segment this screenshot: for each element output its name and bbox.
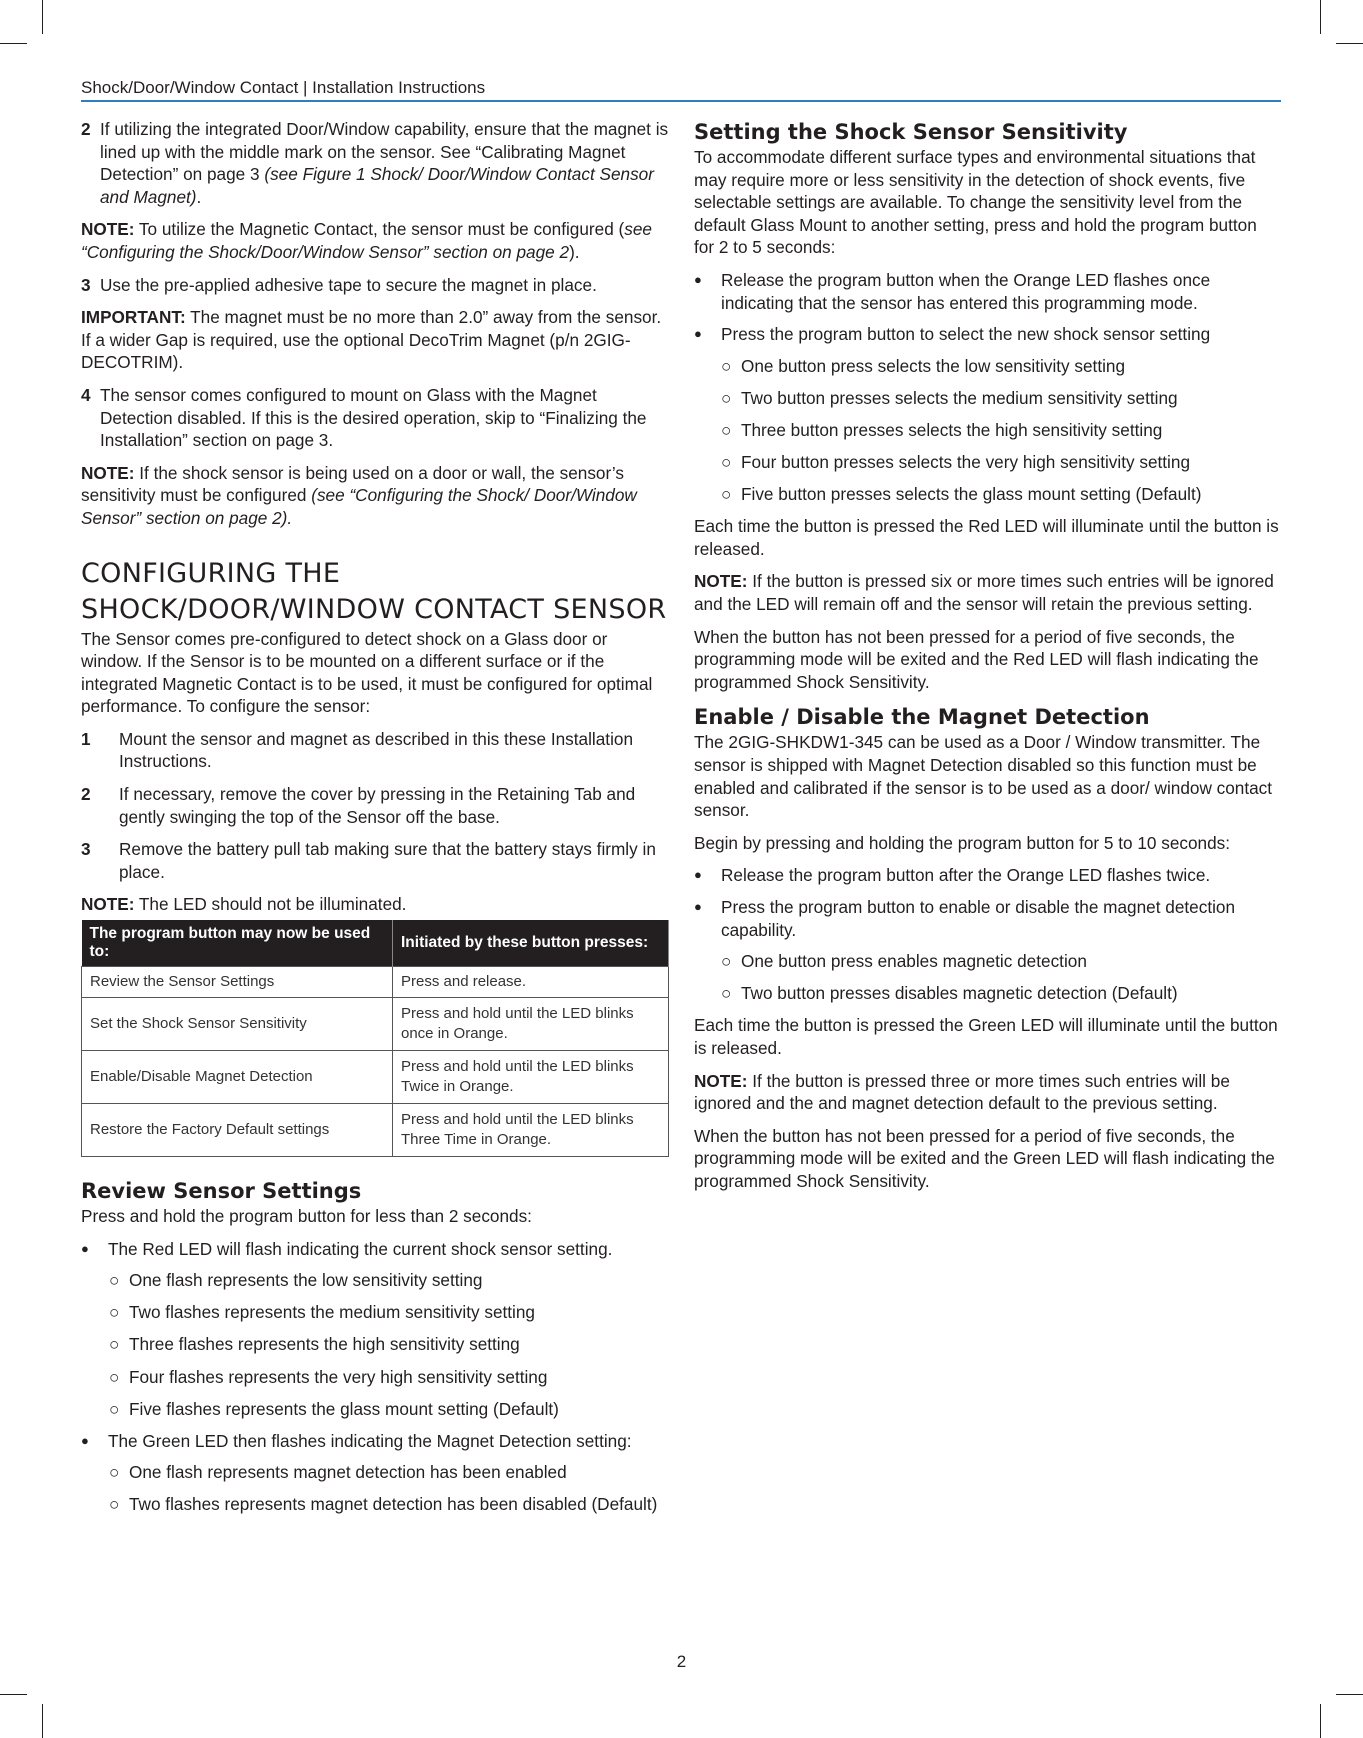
step-text: If utilizing the integrated Door/Window capability, ensure that the magnet is lined up with the middle mark on the sensor. See “Calibrating Magnet Detection” on page 3 (100, 119, 669, 185)
list-item-text: One button press selects the low sensitivity setting (741, 355, 1126, 376)
list-item-text: Four button presses selects the very high sensitivity setting (741, 452, 1190, 473)
list-item-text: Release the program button after the Orange LED flashes twice. (721, 865, 1211, 886)
table-cell: Set the Shock Sensor Sensitivity (82, 998, 393, 1051)
table-header-cell: The program button may now be used to: (82, 920, 393, 967)
step-2 (81, 118, 669, 208)
shock-paragraph: Each time the button is pressed the Red LED will illuminate until the button is released. (694, 516, 1279, 559)
step-4 (81, 384, 669, 452)
sub-list-item (109, 1461, 669, 1484)
bullet-icon: ● (694, 326, 702, 342)
table-cell: Enable/Disable Magnet Detection (82, 1051, 393, 1104)
list-item-text: Three flashes represents the high sensitivity setting (129, 1334, 520, 1355)
shock-intro: To accommodate different surface types and environmental situations that may require more or less sensitivity in the detection of shock events, five selectable settings are available. To change the sensitivity level from the default Glass Mount to another setting, press and hold the program button for 2 to 5 seconds: (694, 147, 1257, 258)
list-item-text: Two flashes represents magnet detection has been disabled (Default) (129, 1494, 658, 1515)
note-text: If the button is pressed six or more times such entries will be ignored and the LED will remain off and the sensor will retain the previous setting. (694, 571, 1274, 614)
list-item-text: One flash represents the low sensitivity setting (129, 1270, 483, 1291)
important-note (81, 306, 669, 374)
note-led (81, 893, 669, 916)
right-column (694, 118, 1281, 1202)
note-label: NOTE: (81, 219, 135, 240)
step-reference: (see Figure 1 Shock/ Door/Window Contact Sensor and Magnet) (100, 164, 654, 207)
circle-bullet-icon: ○ (109, 1366, 120, 1387)
step-number: 1 (81, 728, 91, 749)
circle-bullet-icon: ○ (109, 1462, 120, 1483)
page-number: 2 (676, 1652, 687, 1671)
table-cell: Press and hold until the LED blinks once in Orange. (393, 998, 669, 1051)
table-header-cell: Initiated by these button presses: (393, 920, 669, 967)
crop-mark (42, 0, 43, 34)
note-text: If the shock sensor is being used on a door or wall, the sensor’s sensitivity must be configured (81, 462, 624, 506)
sub-list-item (721, 483, 1281, 506)
step-text: Mount the sensor and magnet as described in this these Installation Instructions. (119, 728, 634, 772)
config-step (81, 728, 669, 773)
left-column (81, 118, 669, 1525)
sub-list-item (109, 1398, 669, 1421)
note-reference: (see “Configuring the Shock/ Door/Window Sensor” section on page 2). (81, 485, 637, 528)
circle-bullet-icon: ○ (721, 387, 732, 408)
list-item-text: Release the program button when the Orange LED flashes once indicating that the sensor has entered this programming mode. (721, 269, 1211, 313)
list-item-text: Four flashes represents the very high sensitivity setting (129, 1366, 548, 1387)
table-cell: Press and hold until the LED blinks Three Time in Orange. (393, 1104, 669, 1157)
sub-list-item (109, 1366, 669, 1389)
sub-list-item (721, 355, 1281, 378)
circle-bullet-icon: ○ (109, 1270, 120, 1291)
note-magnetic-contact (81, 218, 669, 263)
heading-review-sensor-settings: Review Sensor Settings (81, 1179, 362, 1204)
table-cell: Restore the Factory Default settings (82, 1104, 393, 1157)
shock-note (694, 570, 1281, 615)
punct: ). (569, 241, 580, 262)
table-row (82, 1104, 669, 1157)
crop-mark (0, 1694, 27, 1695)
shock-paragraph: When the button has not been pressed for a period of five seconds, the programming mode will be exited and the Red LED will flash indicating the programmed Shock Sensitivity. (694, 626, 1259, 692)
crop-mark (1320, 0, 1321, 34)
review-intro: Press and hold the program button for less than 2 seconds: (81, 1206, 532, 1227)
table-row (82, 1051, 669, 1104)
circle-bullet-icon: ○ (721, 419, 732, 440)
circle-bullet-icon: ○ (109, 1494, 120, 1515)
magnet-intro: The 2GIG-SHKDW1-345 can be used as a Door / Window transmitter. The sensor is shipped with Magnet Detection disabled so this function must be enabled and calibrated if the sensor is to be used as a door/ window contact sensor. (694, 732, 1273, 821)
step-3 (81, 274, 669, 297)
bullet-icon: ● (81, 1432, 89, 1448)
step-text: The sensor comes configured to mount on Glass with the Magnet Detection disabled. If this is the desired operation, skip to “Finalizing the Installation” section on page 3. (100, 384, 647, 451)
list-item (81, 1238, 669, 1261)
crop-mark (1336, 43, 1363, 44)
magnet-paragraph: Begin by pressing and holding the program button for 5 to 10 seconds: (694, 832, 1231, 853)
table-cell: Press and release. (393, 967, 669, 998)
running-header: Shock/Door/Window Contact | Installation Instructions (81, 78, 486, 97)
punct: . (196, 186, 202, 207)
list-item-text: Two button presses selects the medium sensitivity setting (741, 387, 1178, 408)
list-item-text: The Red LED will flash indicating the current shock sensor setting. (108, 1238, 613, 1259)
circle-bullet-icon: ○ (109, 1398, 120, 1419)
list-item (694, 864, 1281, 887)
magnet-paragraph: When the button has not been pressed for a period of five seconds, the programming mode will be exited and the Green LED will flash indicating the programmed Shock Sensitivity. (694, 1125, 1275, 1191)
sub-list-item (721, 419, 1281, 442)
crop-mark (42, 1704, 43, 1738)
table-header-row (82, 920, 669, 967)
config-intro: The Sensor comes pre-configured to detect shock on a Glass door or window. If the Sensor is to be mounted on a different surface or if the integrated Magnetic Contact is to be used, it must be configured for optimal performance. To configure the sensor: (81, 628, 653, 717)
sub-list-item (109, 1269, 669, 1292)
note-label: NOTE: (81, 462, 135, 483)
list-item-text: Press the program button to enable or disable the magnet detection capability. (721, 896, 1236, 940)
step-text: If necessary, remove the cover by pressing in the Retaining Tab and gently swinging the top of the Sensor off the base. (119, 784, 636, 827)
section-heading-configuring: CONFIGURING THE SHOCK/DOOR/WINDOW CONTACT SENSOR (81, 557, 667, 625)
note-text: To utilize the Magnetic Contact, the sensor must be configured ( (134, 219, 625, 240)
step-number: 4 (81, 384, 91, 405)
header-rule (81, 100, 1281, 102)
step-number: 3 (81, 839, 91, 860)
table-row (82, 998, 669, 1051)
list-item (694, 896, 1281, 941)
step-text: Use the pre-applied adhesive tape to secure the magnet in place. (100, 274, 597, 295)
list-item (694, 323, 1281, 346)
circle-bullet-icon: ○ (721, 484, 732, 505)
circle-bullet-icon: ○ (721, 355, 732, 376)
sub-list-item (721, 982, 1281, 1005)
config-step (81, 838, 669, 883)
crop-mark (0, 43, 27, 44)
heading-magnet-detection: Enable / Disable the Magnet Detection (694, 705, 1150, 730)
list-item-text: Two button presses disables magnetic detection (Default) (741, 983, 1178, 1004)
sub-list-item (109, 1493, 669, 1516)
step-number: 2 (81, 119, 91, 139)
list-item-text: The Green LED then flashes indicating the Magnet Detection setting: (108, 1430, 632, 1451)
bullet-icon: ● (81, 1240, 89, 1256)
list-item (694, 269, 1281, 314)
heading-shock-sensitivity: Setting the Shock Sensor Sensitivity (694, 120, 1128, 144)
list-item (81, 1430, 669, 1453)
sub-list-item (721, 387, 1281, 410)
step-number: 3 (81, 274, 91, 295)
list-item-text: Two flashes represents the medium sensitivity setting (129, 1302, 535, 1323)
step-number: 2 (81, 784, 91, 805)
list-item-text: Press the program button to select the new shock sensor setting (721, 324, 1211, 345)
important-label: IMPORTANT: (81, 307, 186, 328)
bullet-icon: ● (694, 898, 702, 914)
program-button-table (81, 920, 669, 1157)
table-row (82, 967, 669, 998)
list-item-text: Three button presses selects the high sensitivity setting (741, 419, 1163, 440)
crop-mark (1320, 1704, 1321, 1738)
circle-bullet-icon: ○ (721, 983, 732, 1004)
important-text: The magnet must be no more than 2.0” away from the sensor. If a wider Gap is required, use the optional DecoTrim Magnet (p/n 2GIG-DECOTRIM). (81, 307, 662, 373)
note-label: NOTE: (81, 894, 135, 915)
sub-list-item (721, 451, 1281, 474)
table-cell: Press and hold until the LED blinks Twice in Orange. (393, 1051, 669, 1104)
magnet-note (694, 1070, 1281, 1115)
bullet-icon: ● (694, 867, 702, 883)
note-label: NOTE: (694, 1070, 748, 1091)
crop-mark (1336, 1694, 1363, 1695)
list-item-text: One button press enables magnetic detection (741, 951, 1087, 972)
step-text: Remove the battery pull tab making sure that the battery stays firmly in place. (119, 839, 656, 882)
note-text: If the button is pressed three or more times such entries will be ignored and the and magnet detection default to the previous setting. (694, 1070, 1230, 1114)
note-shock-sensor (81, 462, 669, 530)
note-reference: see “Configuring the Shock/Door/Window Sensor” section on page 2 (81, 219, 652, 262)
bullet-icon: ● (694, 271, 702, 287)
list-item-text: One flash represents magnet detection has been enabled (129, 1462, 567, 1483)
circle-bullet-icon: ○ (109, 1334, 120, 1355)
list-item-text: Five button presses selects the glass mount setting (Default) (741, 484, 1202, 505)
sub-list-item (109, 1301, 669, 1324)
circle-bullet-icon: ○ (721, 452, 732, 473)
list-item-text: Five flashes represents the glass mount setting (Default) (129, 1398, 559, 1419)
magnet-paragraph: Each time the button is pressed the Green LED will illuminate until the button is released. (694, 1015, 1278, 1058)
circle-bullet-icon: ○ (721, 951, 732, 972)
circle-bullet-icon: ○ (109, 1302, 120, 1323)
table-cell: Review the Sensor Settings (82, 967, 393, 998)
sub-list-item (721, 950, 1281, 973)
note-text: The LED should not be illuminated. (134, 894, 407, 915)
sub-list-item (109, 1333, 669, 1356)
config-step (81, 783, 669, 828)
note-label: NOTE: (694, 571, 748, 592)
